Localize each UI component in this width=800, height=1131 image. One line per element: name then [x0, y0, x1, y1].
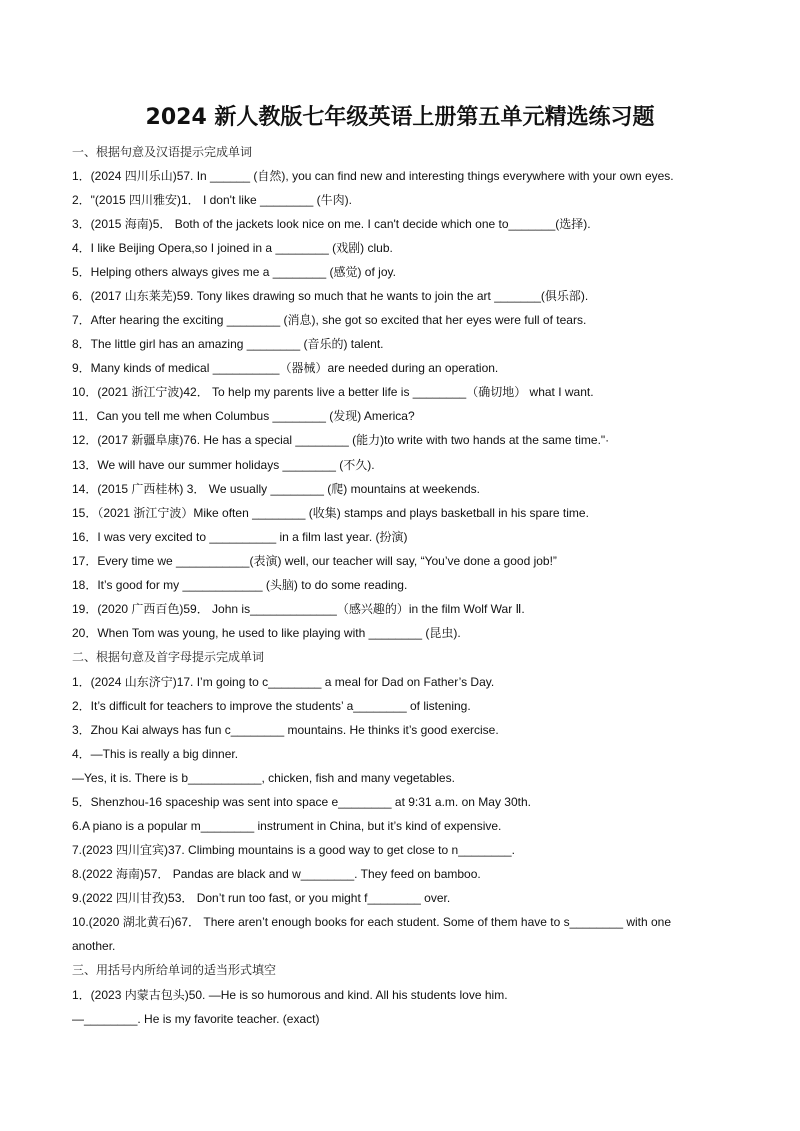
s2-item-3: 3．Zhou Kai always has fun c________ mountains. He thinks it’s good exercise. — [72, 723, 499, 737]
section-1-heading: 一、根据句意及汉语提示完成单词 — [72, 145, 253, 159]
s1-item-4: 4．I like Beijing Opera,so I joined in a ________ (戏剧) club. — [72, 241, 393, 255]
s1-item-3: 3．(2015 海南)5． Both of the jackets look nice on me. I can't decide which one to_______(选择). — [72, 217, 591, 231]
s2-item-10: 10.(2020 湖北黄石)67． There aren’t enough books for each student. Some of them have to s________ with one — [72, 915, 672, 929]
s1-item-13: 13．We will have our summer holidays ________ (不久). — [72, 458, 375, 472]
s2-item-2: 2．It’s difficult for teachers to improve the students’ a________ of listening. — [72, 699, 471, 713]
s1-item-19: 19．(2020 广西百色)59． John is_____________（感兴趣的）in the film Wolf War Ⅱ. — [72, 602, 525, 616]
s1-item-11: 11．Can you tell me when Columbus ________ (发现) America? — [72, 409, 415, 423]
document-title: 2024 新人教版七年级英语上册第五单元精选练习题 — [145, 105, 655, 130]
s2-item-8: 8.(2022 海南)57． Pandas are black and w________. They feed on bamboo. — [72, 867, 481, 881]
s1-item-2: 2．"(2015 四川雅安)1． I don't like ________ (牛肉). — [72, 193, 353, 207]
s1-item-18: 18．It’s good for my ____________ (头脑) to do some reading. — [72, 578, 408, 592]
section-2-heading: 二、根据句意及首字母提示完成单词 — [72, 650, 265, 664]
s1-item-17: 17．Every time we ___________(表演) well, our teacher will say, “You’ve done a good job!” — [72, 554, 557, 568]
s1-item-20: 20．When Tom was young, he used to like playing with ________ (昆虫). — [72, 626, 461, 640]
s2-item-4-answer: —Yes, it is. There is b___________, chicken, fish and many vegetables. — [72, 771, 455, 785]
s1-item-5: 5．Helping others always gives me a ________ (感觉) of joy. — [72, 265, 396, 279]
s1-item-7: 7．After hearing the exciting ________ (消息), she got so excited that her eyes were full of tears. — [72, 313, 587, 327]
s2-item-7: 7.(2023 四川宜宾)37. Climbing mountains is a good way to get close to n________. — [72, 843, 515, 857]
s1-item-1: 1．(2024 四川乐山)57. In ______ (自然), you can find new and interesting things everywhere with your own eyes. — [72, 169, 674, 183]
s2-item-4: 4．—This is really a big dinner. — [72, 747, 239, 761]
s1-item-14: 14．(2015 广西桂林) 3． We usually ________ (爬) mountains at weekends. — [72, 482, 480, 496]
s1-item-16: 16．I was very excited to __________ in a film last year. (扮演) — [72, 530, 408, 544]
s1-item-12: 12．(2017 新疆阜康)76. He has a special ________ (能力)to write with two hands at the same time."· — [72, 433, 610, 447]
s1-item-9: 9．Many kinds of medical __________（器械）are needed during an operation. — [72, 361, 499, 375]
s2-item-6: 6.A piano is a popular m________ instrument in China, but it’s kind of expensive. — [72, 819, 502, 833]
s1-item-10: 10．(2021 浙江宁波)42． To help my parents live a better life is ________（确切地） what I want. — [72, 385, 594, 399]
s1-item-15: 15．（2021 浙江宁波）Mike often ________ (收集) stamps and plays basketball in his spare time. — [72, 506, 589, 520]
s3-item-1-answer: —________. He is my favorite teacher. (exact) — [72, 1012, 320, 1026]
s2-item-10-cont: another. — [72, 939, 116, 953]
s3-item-1: 1．(2023 内蒙古包头)50. —He is so humorous and kind. All his students love him. — [72, 988, 508, 1002]
s1-item-6: 6．(2017 山东莱芜)59. Tony likes drawing so much that he wants to join the art _______(俱乐部). — [72, 289, 589, 303]
section-3-heading: 三、用括号内所给单词的适当形式填空 — [72, 963, 277, 977]
s2-item-1: 1．(2024 山东济宁)17. I’m going to c________ a meal for Dad on Father’s Day. — [72, 675, 495, 689]
s2-item-9: 9.(2022 四川甘孜)53． Don’t run too fast, or you might f________ over. — [72, 891, 451, 905]
s2-item-5: 5．Shenzhou-16 spaceship was sent into space e________ at 9:31 a.m. on May 30th. — [72, 795, 531, 809]
s1-item-8: 8．The little girl has an amazing ________ (音乐的) talent. — [72, 337, 384, 351]
